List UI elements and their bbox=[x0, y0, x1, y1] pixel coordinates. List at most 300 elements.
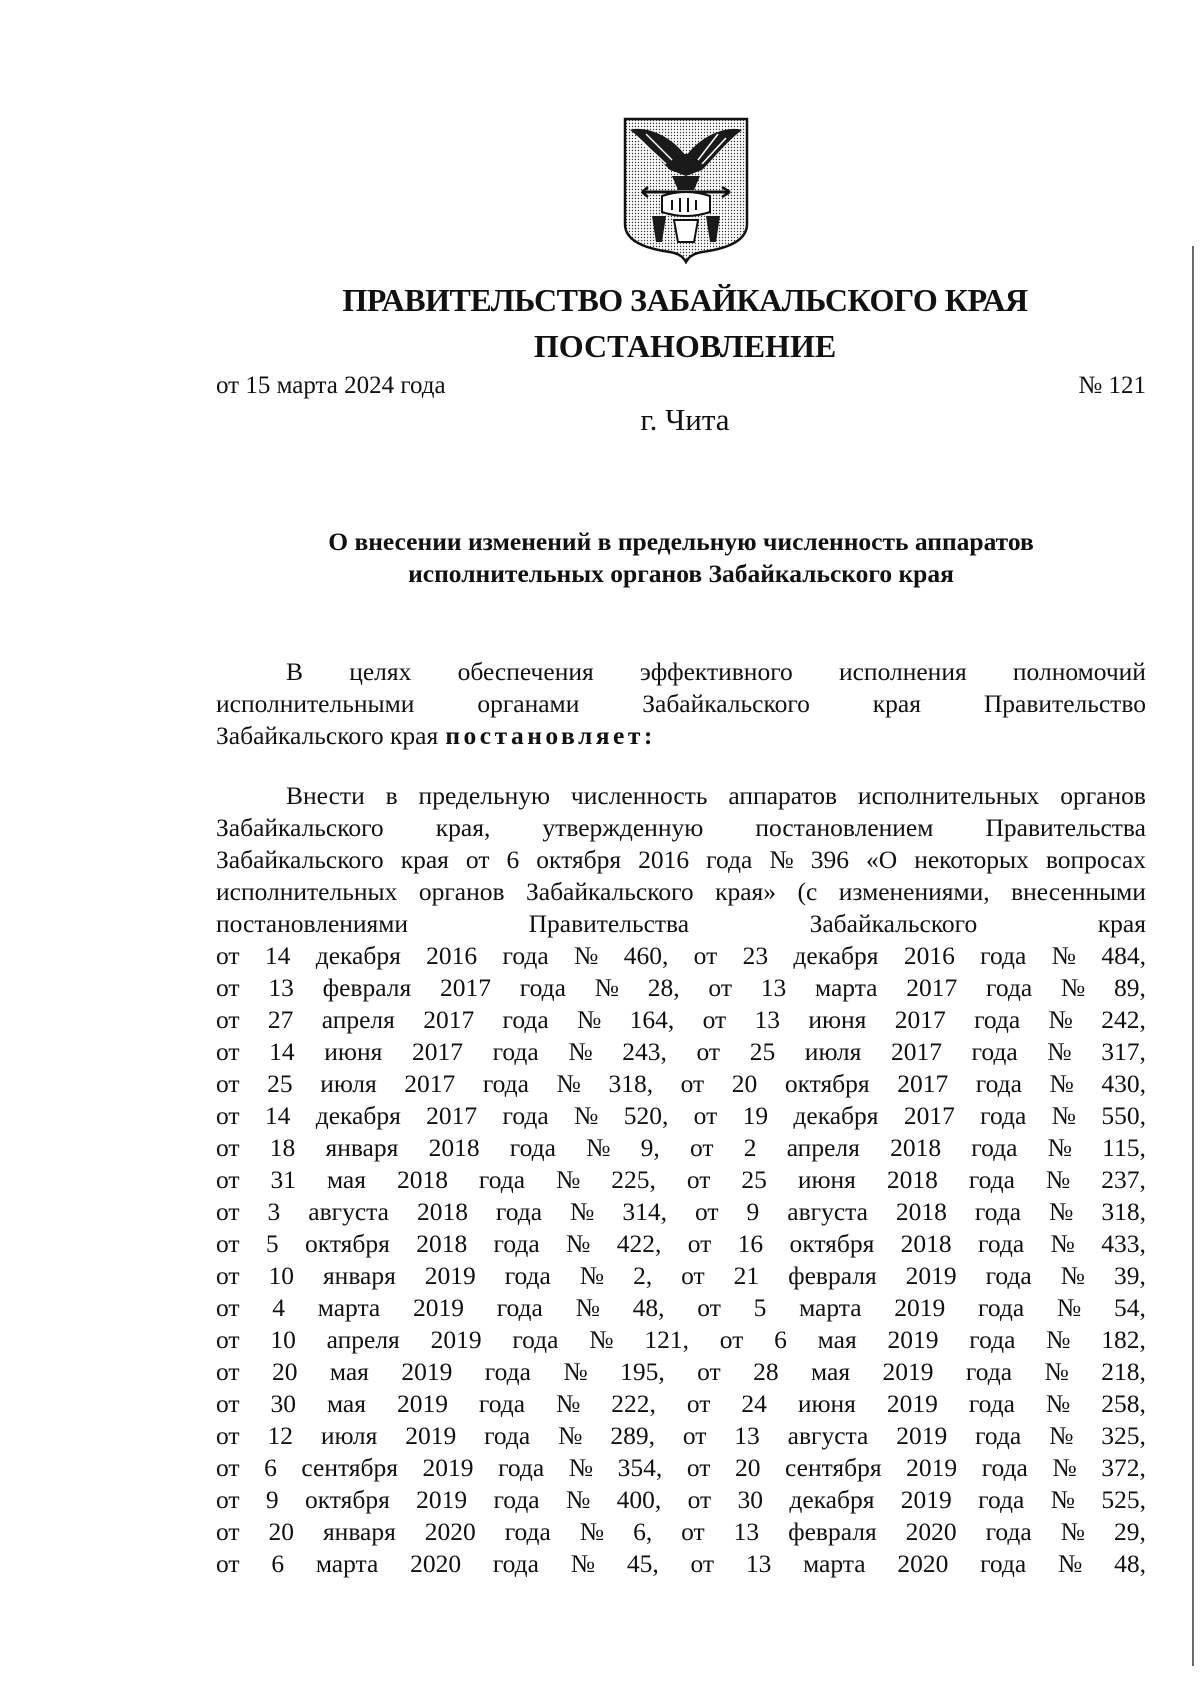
word: № bbox=[769, 845, 794, 874]
word: 2019 bbox=[900, 1485, 952, 1514]
word: от bbox=[216, 1165, 240, 1194]
word: июня bbox=[797, 1389, 856, 1418]
word: 2019 bbox=[405, 1421, 457, 1450]
word: 2019 bbox=[396, 1389, 448, 1418]
word: года bbox=[968, 1389, 1015, 1418]
word: февраля bbox=[788, 1517, 877, 1546]
text-line bbox=[216, 1388, 1146, 1420]
word: 2019 bbox=[430, 1325, 482, 1354]
word: 13 bbox=[754, 1005, 781, 1034]
word: 2020 bbox=[905, 1517, 957, 1546]
word: 354, bbox=[617, 1453, 663, 1482]
word: 5 bbox=[265, 1229, 279, 1258]
word: № bbox=[574, 941, 599, 970]
word: декабря bbox=[315, 1101, 401, 1130]
word: № bbox=[563, 1357, 588, 1386]
word: 29, bbox=[1113, 1517, 1146, 1546]
word: 2018 bbox=[416, 1197, 468, 1226]
word: эффективного bbox=[639, 657, 793, 686]
word: апреля bbox=[326, 1325, 400, 1354]
word: 2017 bbox=[890, 1037, 942, 1066]
word: года bbox=[496, 1293, 543, 1322]
word: 19 bbox=[742, 1101, 769, 1130]
word: октября bbox=[305, 1229, 390, 1258]
word: от bbox=[216, 1293, 240, 1322]
word: 182, bbox=[1101, 1325, 1146, 1354]
word: года bbox=[492, 1037, 539, 1066]
word: исполнительными bbox=[216, 689, 415, 718]
word: мая bbox=[329, 1357, 369, 1386]
word: 396 bbox=[810, 845, 849, 874]
word: 2016 bbox=[426, 941, 478, 970]
word: года bbox=[502, 1101, 549, 1130]
text-line bbox=[216, 1292, 1146, 1324]
word: года bbox=[974, 1005, 1021, 1034]
word: года bbox=[980, 1549, 1027, 1578]
word: № bbox=[1060, 973, 1086, 1002]
document-city: г. Чита bbox=[640, 402, 730, 437]
text-line bbox=[216, 656, 1146, 688]
word: исполнительных bbox=[216, 877, 398, 906]
word: от bbox=[687, 1229, 712, 1258]
word: 2017 bbox=[906, 973, 958, 1002]
word: года bbox=[482, 1069, 529, 1098]
word: от bbox=[216, 1101, 240, 1130]
word: 3 bbox=[267, 1197, 281, 1226]
word: № bbox=[579, 1517, 605, 1546]
word: 2 bbox=[743, 1133, 757, 1162]
word: октября bbox=[784, 1069, 870, 1098]
text-line bbox=[216, 780, 1146, 812]
word: 28 bbox=[753, 1357, 779, 1386]
word: № bbox=[556, 1069, 581, 1098]
word: № bbox=[558, 1421, 583, 1450]
word: органов bbox=[1060, 781, 1146, 810]
word: № bbox=[1046, 1325, 1071, 1354]
word: 25 bbox=[741, 1165, 767, 1194]
word: Забайкальского bbox=[809, 909, 978, 938]
word: № bbox=[575, 1293, 600, 1322]
word: органов bbox=[418, 877, 505, 906]
word: года bbox=[519, 973, 566, 1002]
text-line bbox=[216, 1484, 1146, 1516]
text-line bbox=[216, 1420, 1146, 1452]
word: августа bbox=[787, 1421, 869, 1450]
word: декабря bbox=[793, 941, 879, 970]
word: от bbox=[686, 1453, 711, 1482]
preamble-text: Забайкальского края bbox=[216, 721, 439, 750]
word: № bbox=[1044, 1357, 1069, 1386]
word: от bbox=[216, 1549, 240, 1578]
word: года bbox=[978, 1293, 1025, 1322]
word: января bbox=[322, 1261, 396, 1290]
word: года bbox=[986, 973, 1033, 1002]
word: 30 bbox=[270, 1389, 297, 1418]
word: октября bbox=[536, 845, 622, 874]
word: от bbox=[682, 1421, 707, 1450]
word: 2016 bbox=[903, 941, 955, 970]
word: края bbox=[872, 689, 921, 718]
word: обеспечения bbox=[457, 657, 594, 686]
word: апреля bbox=[321, 1005, 395, 1034]
main-paragraph bbox=[216, 780, 1146, 1580]
word: Забайкальского bbox=[642, 689, 810, 718]
word: целях bbox=[349, 657, 412, 686]
text-line bbox=[216, 1132, 1146, 1164]
word: 2, bbox=[633, 1261, 653, 1290]
word: 14 bbox=[264, 1101, 291, 1130]
word: от bbox=[216, 1133, 240, 1162]
word: года bbox=[502, 1005, 549, 1034]
word: 2019 bbox=[906, 1453, 958, 1482]
word: 30 bbox=[737, 1485, 764, 1514]
word: года bbox=[965, 1357, 1013, 1386]
word: № bbox=[1048, 1005, 1073, 1034]
word: 28, bbox=[647, 973, 680, 1002]
word: № bbox=[1051, 1101, 1076, 1130]
resolves-word: постановляет: bbox=[445, 721, 656, 750]
word: марта bbox=[317, 1293, 381, 1322]
word: 10 bbox=[268, 1261, 294, 1290]
word: года bbox=[504, 1261, 551, 1290]
word: 164, bbox=[629, 1005, 675, 1034]
preamble-paragraph bbox=[216, 656, 1146, 752]
word: 6 bbox=[264, 1453, 277, 1482]
word: № bbox=[1049, 1069, 1074, 1098]
word: Забайкальского bbox=[216, 845, 384, 874]
word: сентября bbox=[785, 1453, 882, 1482]
word: года bbox=[478, 1389, 526, 1418]
word: года bbox=[498, 1453, 545, 1482]
word: 31 bbox=[270, 1165, 297, 1194]
subject-line: исполнительных органов Забайкальского края bbox=[408, 559, 954, 588]
word: 2018 bbox=[900, 1229, 952, 1258]
word: марта bbox=[799, 1293, 862, 1322]
word: декабря bbox=[789, 1485, 875, 1514]
word: 2019 bbox=[401, 1357, 453, 1386]
word: исполнения bbox=[838, 657, 967, 686]
word: года bbox=[969, 1325, 1016, 1354]
word: изменениями, bbox=[838, 877, 990, 906]
text-line bbox=[216, 1164, 1146, 1196]
text-line bbox=[216, 688, 1146, 720]
word: 2017 bbox=[903, 1101, 955, 1130]
word: января bbox=[322, 1517, 396, 1546]
word: года bbox=[981, 1453, 1028, 1482]
word: 2020 bbox=[897, 1549, 949, 1578]
word: года bbox=[978, 1229, 1025, 1258]
word: года bbox=[980, 1101, 1027, 1130]
word: 27 bbox=[267, 1005, 294, 1034]
word: от bbox=[216, 1517, 240, 1546]
word: 9 bbox=[265, 1485, 279, 1514]
word: № bbox=[555, 1389, 581, 1418]
word: 4 bbox=[272, 1293, 286, 1322]
word: края, bbox=[435, 813, 491, 842]
word: мая bbox=[326, 1389, 366, 1418]
word: марта bbox=[315, 1549, 379, 1578]
word: 2020 bbox=[410, 1549, 462, 1578]
word: 13 bbox=[734, 1421, 760, 1450]
text-line bbox=[216, 720, 1146, 752]
word: 16 bbox=[737, 1229, 764, 1258]
word: 39, bbox=[1113, 1261, 1146, 1290]
word: 433, bbox=[1101, 1229, 1146, 1258]
word: № bbox=[1049, 1421, 1074, 1450]
text-line bbox=[216, 1196, 1146, 1228]
word: 2017 bbox=[411, 1037, 463, 1066]
word: 2017 bbox=[894, 1005, 946, 1034]
word: некоторых bbox=[914, 845, 1029, 874]
word: 318, bbox=[608, 1069, 654, 1098]
word: 400, bbox=[616, 1485, 662, 1514]
word: от bbox=[693, 941, 718, 970]
word: 5 bbox=[753, 1293, 767, 1322]
word: 20 bbox=[731, 1069, 758, 1098]
word: 9, bbox=[640, 1133, 660, 1162]
word: 20 bbox=[734, 1453, 761, 1482]
word: года bbox=[975, 1421, 1022, 1450]
word: года bbox=[974, 1197, 1022, 1226]
text-line bbox=[216, 1452, 1146, 1484]
word: апреля bbox=[786, 1133, 860, 1162]
word: от bbox=[697, 1293, 721, 1322]
word: 12 bbox=[267, 1421, 293, 1450]
word: от bbox=[216, 1421, 240, 1450]
word: года bbox=[985, 1517, 1032, 1546]
word: 115, bbox=[1102, 1133, 1146, 1162]
word: 23 bbox=[742, 941, 769, 970]
word: 2017 bbox=[897, 1069, 949, 1098]
word: года bbox=[502, 941, 549, 970]
word: 422, bbox=[616, 1229, 662, 1258]
word: 520, bbox=[623, 1101, 669, 1130]
word: № bbox=[570, 1549, 596, 1578]
word: года bbox=[512, 1325, 559, 1354]
word: от bbox=[216, 1069, 240, 1098]
word: 13 bbox=[733, 1517, 760, 1546]
subject-line: О внесении изменений в предельную численность аппаратов bbox=[328, 527, 1034, 556]
word: от bbox=[696, 1037, 721, 1066]
word: 25 bbox=[267, 1069, 293, 1098]
word: года bbox=[985, 1261, 1032, 1290]
word: декабря bbox=[315, 941, 401, 970]
word: 2017 bbox=[404, 1069, 456, 1098]
word: 24 bbox=[741, 1389, 767, 1418]
word: 6 bbox=[774, 1325, 787, 1354]
word: 2019 bbox=[882, 1357, 934, 1386]
word: № bbox=[1045, 1389, 1071, 1418]
word: от bbox=[216, 1197, 240, 1226]
word: от bbox=[702, 1005, 727, 1034]
word: 2019 bbox=[424, 1261, 476, 1290]
word: «О bbox=[865, 845, 898, 874]
word: 2019 bbox=[894, 1293, 946, 1322]
word: 6 bbox=[271, 1549, 285, 1578]
word: органами bbox=[477, 689, 580, 718]
word: № bbox=[565, 1485, 591, 1514]
word: декабря bbox=[793, 1101, 879, 1130]
word: края» bbox=[715, 877, 777, 906]
word: от bbox=[216, 1325, 240, 1354]
word: (с bbox=[797, 877, 818, 906]
word: 13 bbox=[760, 973, 787, 1002]
word: июня bbox=[808, 1005, 867, 1034]
word: июля bbox=[320, 1069, 377, 1098]
word: Забайкальского bbox=[216, 813, 384, 842]
text-line bbox=[216, 844, 1146, 876]
word: 325, bbox=[1101, 1421, 1146, 1450]
word: мая bbox=[811, 1357, 851, 1386]
word: 2019 bbox=[905, 1261, 957, 1290]
word: 484, bbox=[1101, 941, 1146, 970]
word: 20 bbox=[268, 1517, 294, 1546]
word: № bbox=[570, 1197, 595, 1226]
word: исполнительных bbox=[857, 781, 1040, 810]
word: 2019 bbox=[416, 1485, 468, 1514]
word: августа bbox=[787, 1197, 868, 1226]
word: № bbox=[589, 1325, 614, 1354]
word: края bbox=[1097, 909, 1146, 938]
word: 225, bbox=[611, 1165, 656, 1194]
word: года bbox=[484, 1357, 531, 1386]
word: 317, bbox=[1101, 1037, 1146, 1066]
word: 18 bbox=[269, 1133, 296, 1162]
word: марта bbox=[803, 1549, 866, 1578]
word: 2019 bbox=[412, 1293, 464, 1322]
text-line bbox=[216, 1260, 1146, 1292]
word: года bbox=[493, 1485, 540, 1514]
word: № bbox=[1052, 1453, 1077, 1482]
word: от bbox=[686, 1165, 711, 1194]
word: от bbox=[681, 1517, 705, 1546]
word: 525, bbox=[1101, 1485, 1146, 1514]
word: 2017 bbox=[440, 973, 491, 1002]
word: января bbox=[325, 1133, 399, 1162]
word: от bbox=[465, 845, 490, 874]
text-line bbox=[216, 812, 1146, 844]
text-line bbox=[216, 1324, 1146, 1356]
word: 218, bbox=[1101, 1357, 1146, 1386]
word: численность bbox=[570, 781, 708, 810]
word: Правительство bbox=[983, 689, 1146, 718]
word: 2017 bbox=[426, 1101, 478, 1130]
word: 460, bbox=[623, 941, 669, 970]
text-line bbox=[216, 940, 1146, 972]
word: мая bbox=[817, 1325, 857, 1354]
word: 14 bbox=[269, 1037, 295, 1066]
word: 6 bbox=[506, 845, 520, 874]
word: утвержденную bbox=[542, 813, 704, 842]
word: 2016 bbox=[638, 845, 690, 874]
word: 121, bbox=[644, 1325, 690, 1354]
word: 242, bbox=[1101, 1005, 1146, 1034]
word: от bbox=[689, 1133, 714, 1162]
word: от bbox=[216, 1005, 240, 1034]
word: № bbox=[1045, 1165, 1071, 1194]
document-date: от 15 марта 2024 года bbox=[216, 372, 446, 399]
word: года bbox=[975, 1069, 1022, 1098]
word: № bbox=[1050, 1229, 1075, 1258]
word: 13 bbox=[745, 1549, 772, 1578]
word: от bbox=[216, 1357, 240, 1386]
word: постановлениями bbox=[216, 909, 409, 938]
word: 48, bbox=[632, 1293, 665, 1322]
word: № bbox=[1058, 1549, 1083, 1578]
word: от bbox=[216, 1229, 240, 1258]
word: 14 bbox=[264, 941, 291, 970]
word: № bbox=[568, 1453, 594, 1482]
word: от bbox=[694, 1197, 719, 1226]
word: года bbox=[706, 845, 753, 874]
word: года bbox=[509, 1133, 556, 1162]
word: предельную bbox=[418, 781, 551, 810]
text-line bbox=[216, 1228, 1146, 1260]
word: года bbox=[978, 1485, 1025, 1514]
word: № bbox=[579, 1261, 605, 1290]
coat-of-arms-icon bbox=[622, 116, 750, 264]
word: от bbox=[680, 1069, 705, 1098]
word: № bbox=[1047, 1037, 1072, 1066]
government-title: ПРАВИТЕЛЬСТВО ЗАБАЙКАЛЬСКОГО КРАЯ bbox=[342, 282, 1028, 318]
word: № bbox=[1051, 941, 1076, 970]
word: 2020 bbox=[424, 1517, 476, 1546]
word: 550, bbox=[1101, 1101, 1146, 1130]
word: года bbox=[504, 1517, 551, 1546]
word: 2018 bbox=[890, 1133, 942, 1162]
word: 243, bbox=[622, 1037, 667, 1066]
word: от bbox=[708, 973, 732, 1002]
word: года bbox=[495, 1197, 543, 1226]
text-line bbox=[216, 1068, 1146, 1100]
word: года bbox=[968, 1165, 1015, 1194]
word: 25 bbox=[749, 1037, 776, 1066]
word: года bbox=[478, 1165, 526, 1194]
word: года bbox=[980, 941, 1027, 970]
word: аппаратов bbox=[728, 781, 838, 810]
word: В bbox=[286, 657, 304, 686]
word: июня bbox=[324, 1037, 383, 1066]
word: февраля bbox=[788, 1261, 877, 1290]
word: 195, bbox=[620, 1357, 665, 1386]
text-line bbox=[216, 1100, 1146, 1132]
word: от bbox=[216, 1453, 240, 1482]
word: от bbox=[216, 1389, 240, 1418]
word: 222, bbox=[611, 1389, 656, 1418]
word: 2018 bbox=[416, 1229, 468, 1258]
word: октября bbox=[305, 1485, 390, 1514]
word: от bbox=[216, 941, 240, 970]
word: марта bbox=[815, 973, 878, 1002]
word: от bbox=[216, 1261, 240, 1290]
word: 289, bbox=[610, 1421, 655, 1450]
word: 21 bbox=[733, 1261, 760, 1290]
word: края bbox=[400, 845, 449, 874]
word: 314, bbox=[622, 1197, 667, 1226]
word: года bbox=[493, 1229, 540, 1258]
text-line bbox=[216, 1516, 1146, 1548]
word: 54, bbox=[1113, 1293, 1146, 1322]
word: 20 bbox=[271, 1357, 298, 1386]
text-line bbox=[216, 1548, 1146, 1580]
word: постановлением bbox=[755, 813, 934, 842]
word: года bbox=[484, 1421, 531, 1450]
word: от bbox=[690, 1549, 715, 1578]
word: 258, bbox=[1101, 1389, 1146, 1418]
word: 10 bbox=[270, 1325, 296, 1354]
word: от bbox=[681, 1261, 705, 1290]
word: № bbox=[1056, 1293, 1082, 1322]
